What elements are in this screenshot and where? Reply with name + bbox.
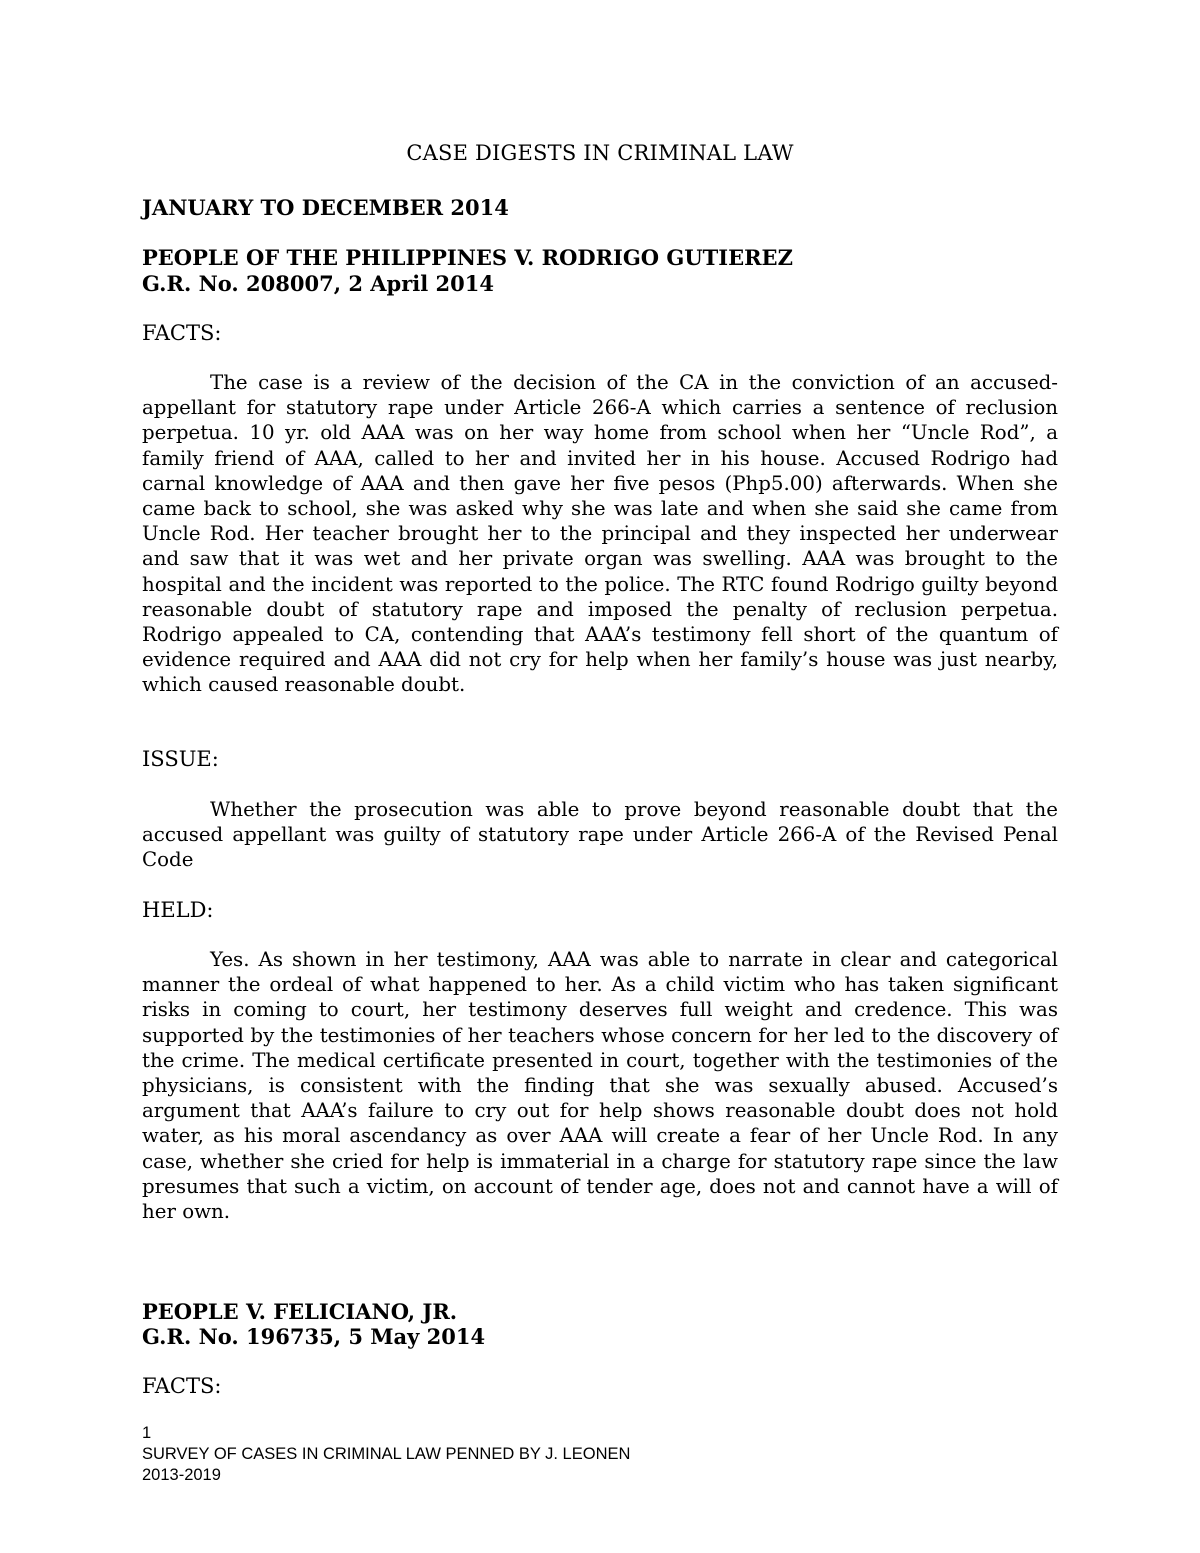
case2-gr-number: G.R. No. 196735, 5 May 2014: [142, 1324, 486, 1349]
case2-name: PEOPLE V. FELICIANO, JR.: [142, 1299, 458, 1324]
footer: [142, 1423, 630, 1486]
footer-text: SURVEY OF CASES IN CRIMINAL LAW PENNED BY J. LEONEN: [142, 1445, 631, 1463]
period-heading: JANUARY TO DECEMBER 2014: [142, 195, 509, 220]
document-title: CASE DIGESTS IN CRIMINAL LAW: [406, 141, 794, 165]
case1-issue-heading: ISSUE:: [142, 747, 219, 771]
case1-held-paragraph: Yes. As shown in her testimony, AAA was able to narrate in clear and categorical manner the ordeal of what happened to her. As a child victim who has taken significant risks in coming to court, her testimony deserves full weight and credence. This was supported by the testimonies of her teachers whose concern for her led to the discovery of the crime. The medical certificate presented in court, together with the testimonies of the physicians, is consistent with the finding that she was sexually abused. Accused’s argument that AAA’s failure to cry out for help shows reasonable doubt does not hold water, as his moral ascendancy as over AAA will create a fear of her Uncle Rod. In any case, whether she cried for help is immaterial in a charge for statutory rape since the law presumes that such a victim, on account of tender age, does not and cannot have a will of her own.: [142, 948, 1058, 1224]
case1-gr-number: G.R. No. 208007, 2 April 2014: [142, 271, 494, 296]
case2-facts-heading: FACTS:: [142, 1374, 222, 1398]
case1-held-heading: HELD:: [142, 898, 214, 922]
case1-facts-paragraph: The case is a review of the decision of the CA in the conviction of an accused-appellant for statutory rape under Article 266-A which carries a sentence of reclusion perpetua. 10 yr. old AAA was on her way home from school when her “Uncle Rod”, a family friend of AAA, called to her and invited her in his house. Accused Rodrigo had carnal knowledge of AAA and then gave her five pesos (Php5.00) afterwards. When she came back to school, she was asked why she was late and when she said she came from Uncle Rod. Her teacher brought her to the principal and they inspected her underwear and saw that it was wet and her private organ was swelling. AAA was brought to the hospital and the incident was reported to the police. The RTC found Rodrigo guilty beyond reasonable doubt of statutory rape and imposed the penalty of reclusion perpetua. Rodrigo appealed to CA, contending that AAA’s testimony fell short of the quantum of evidence required and AAA did not cry for help when her family’s house was just nearby, which caused reasonable doubt.: [142, 371, 1058, 697]
case1-issue-paragraph: Whether the prosecution was able to prove beyond reasonable doubt that the accused appellant was guilty of statutory rape under Article 266-A of the Revised Penal Code: [142, 798, 1058, 872]
footer-page-number: 1: [142, 1424, 152, 1442]
case1-facts-heading: FACTS:: [142, 321, 222, 345]
footer-years: 2013-2019: [142, 1466, 221, 1484]
case1-name: PEOPLE OF THE PHILIPPINES V. RODRIGO GUTIEREZ: [142, 245, 793, 270]
